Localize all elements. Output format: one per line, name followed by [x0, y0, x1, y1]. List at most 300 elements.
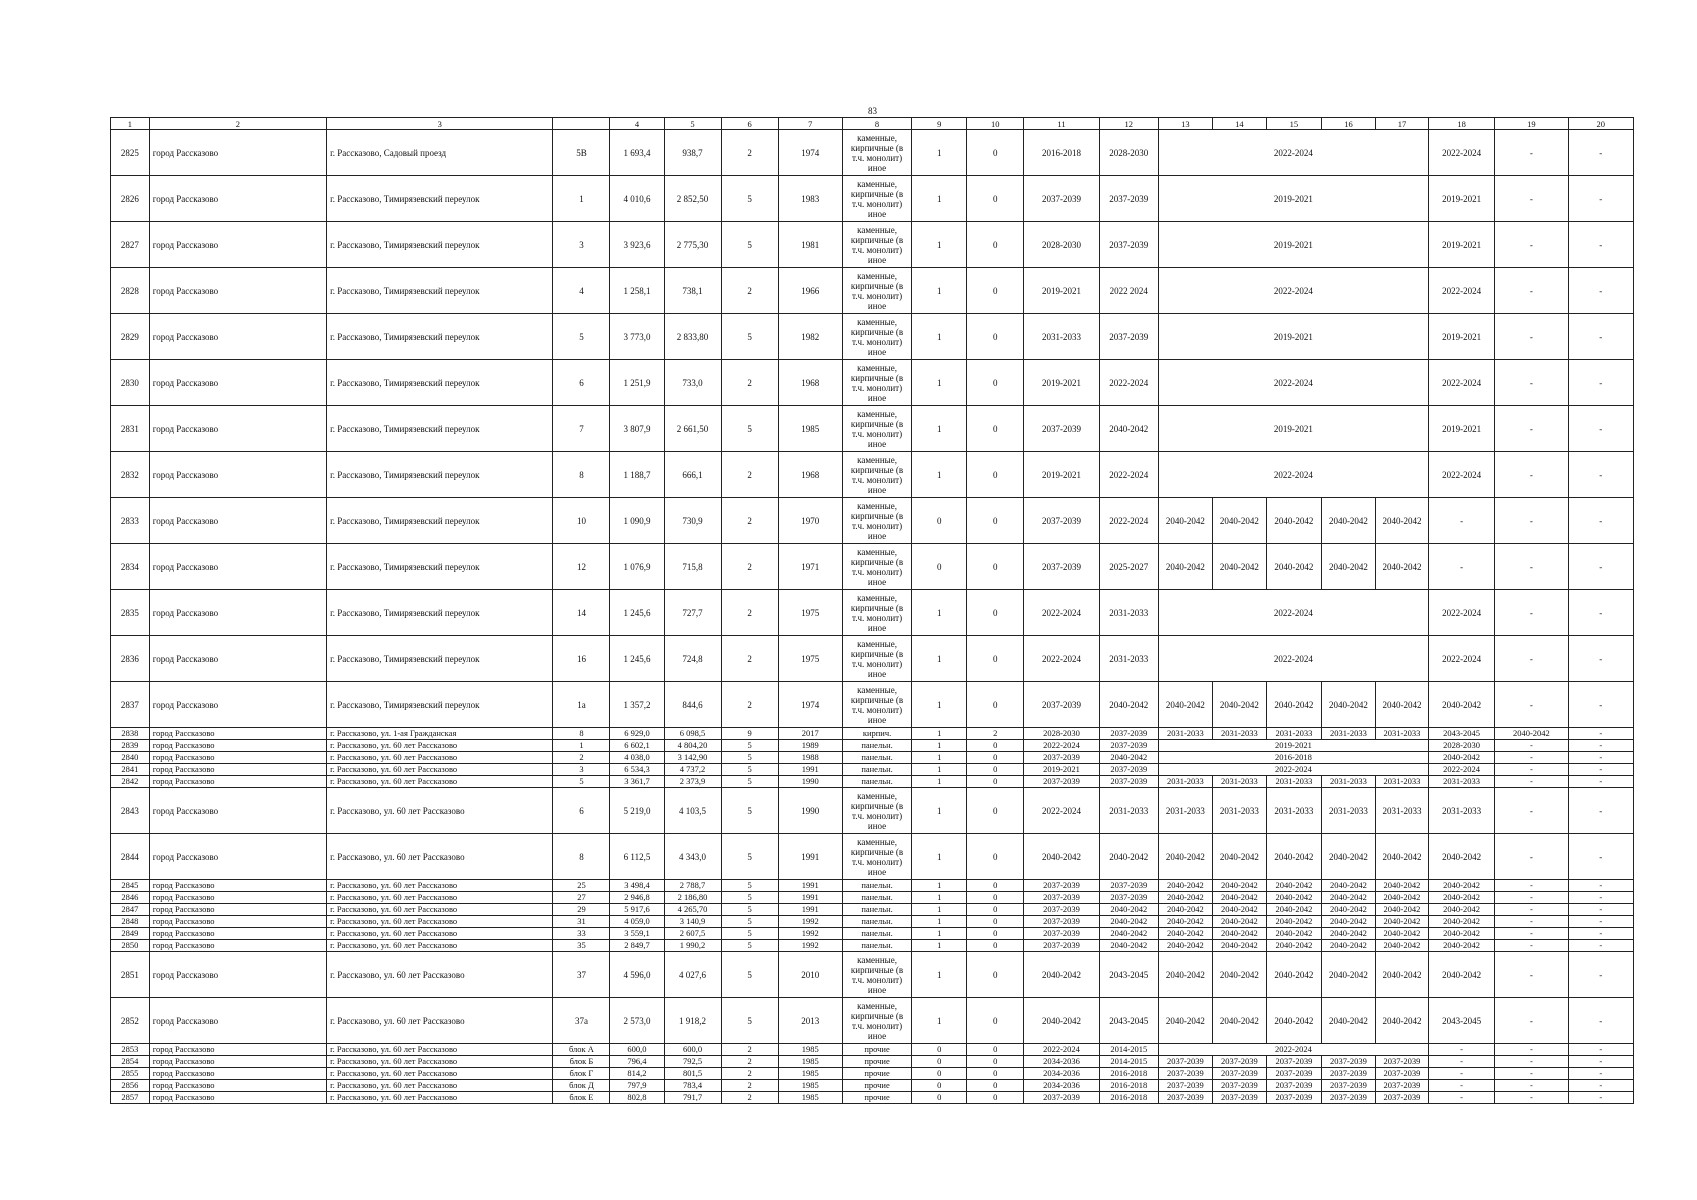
row-number-cell: 2839 [111, 740, 150, 752]
col12-cell: 2040-2042 [1099, 682, 1158, 728]
total-area-cell: 5 219,0 [610, 788, 664, 834]
row-number-cell: 2847 [111, 904, 150, 916]
work-period-cell: 2037-2039 [1158, 1092, 1212, 1104]
address-cell: г. Рассказово, Тимирязевский переулок [327, 176, 553, 222]
living-area-cell: 724,8 [664, 636, 721, 682]
col19-cell: - [1495, 1068, 1568, 1080]
col18-cell: 2019-2021 [1428, 314, 1494, 360]
col10-cell: 0 [967, 892, 1024, 904]
col11-cell: 2022-2024 [1024, 1044, 1099, 1056]
work-period-cell: 2040-2042 [1158, 682, 1212, 728]
col20-cell: - [1568, 314, 1633, 360]
col11-cell: 2031-2033 [1024, 314, 1099, 360]
work-period-cell: 2040-2042 [1266, 892, 1321, 904]
floors-cell: 5 [721, 940, 778, 952]
col18-cell: 2028-2030 [1428, 740, 1494, 752]
col19-cell: - [1495, 916, 1568, 928]
house-number-cell: 3 [553, 222, 610, 268]
address-cell: г. Рассказово, Тимирязевский переулок [327, 360, 553, 406]
address-cell: г. Рассказово, ул. 60 лет Рассказово [327, 1080, 553, 1092]
work-period-cell: 2037-2039 [1375, 1080, 1428, 1092]
year-built-cell: 1991 [778, 880, 842, 892]
wall-material-cell: панельн. [842, 916, 911, 928]
work-period-cell: 2040-2042 [1375, 916, 1428, 928]
col19-cell: - [1495, 834, 1568, 880]
work-period-cell: 2031-2033 [1321, 728, 1375, 740]
col10-cell: 0 [967, 928, 1024, 940]
col12-cell: 2040-2042 [1099, 834, 1158, 880]
col10-cell: 0 [967, 952, 1024, 998]
house-number-cell: 1а [553, 682, 610, 728]
col11-cell: 2028-2030 [1024, 728, 1099, 740]
col11-cell: 2037-2039 [1024, 752, 1099, 764]
living-area-cell: 2 788,7 [664, 880, 721, 892]
col10-cell: 0 [967, 998, 1024, 1044]
row-number-cell: 2845 [111, 880, 150, 892]
work-period-cell: 2040-2042 [1375, 544, 1428, 590]
col10-cell: 0 [967, 764, 1024, 776]
col10-cell: 0 [967, 1068, 1024, 1080]
house-number-cell: 29 [553, 904, 610, 916]
house-number-cell: блок Е [553, 1092, 610, 1104]
table-row [111, 130, 1634, 176]
column-number-cell: 15 [1266, 118, 1321, 130]
col19-cell: - [1495, 222, 1568, 268]
col11-cell: 2037-2039 [1024, 406, 1099, 452]
work-period-cell: 2037-2039 [1266, 1092, 1321, 1104]
column-number-cell: 3 [327, 118, 553, 130]
address-cell: г. Рассказово, ул. 60 лет Рассказово [327, 1056, 553, 1068]
city-cell: город Рассказово [149, 764, 326, 776]
floors-cell: 5 [721, 998, 778, 1044]
city-cell: город Рассказово [149, 788, 326, 834]
col11-cell: 2040-2042 [1024, 834, 1099, 880]
wall-material-cell: панельн. [842, 940, 911, 952]
col18-cell: 2040-2042 [1428, 682, 1494, 728]
total-area-cell: 3 923,6 [610, 222, 664, 268]
col12-cell: 2037-2039 [1099, 892, 1158, 904]
work-period-cell: 2031-2033 [1266, 776, 1321, 788]
col9-cell: 1 [912, 728, 967, 740]
floors-cell: 5 [721, 880, 778, 892]
work-period-cell: 2040-2042 [1321, 952, 1375, 998]
col20-cell: - [1568, 636, 1633, 682]
table-row [111, 764, 1634, 776]
house-number-cell: 5 [553, 314, 610, 360]
col12-cell: 2037-2039 [1099, 740, 1158, 752]
house-number-cell: блок А [553, 1044, 610, 1056]
table-row [111, 788, 1634, 834]
col18-cell: 2022-2024 [1428, 764, 1494, 776]
table-row [111, 1044, 1634, 1056]
work-period-cell: 2037-2039 [1321, 1056, 1375, 1068]
wall-material-cell: каменные, кирпичные (в т.ч. монолит) иное [842, 130, 911, 176]
col9-cell: 0 [912, 544, 967, 590]
address-cell: г. Рассказово, ул. 60 лет Рассказово [327, 928, 553, 940]
work-period-cell: 2031-2033 [1266, 788, 1321, 834]
table-row [111, 740, 1634, 752]
table-row [111, 590, 1634, 636]
column-number-cell: 10 [967, 118, 1024, 130]
floors-cell: 2 [721, 452, 778, 498]
col19-cell: - [1495, 740, 1568, 752]
col20-cell: - [1568, 880, 1633, 892]
work-period-cell: 2031-2033 [1375, 728, 1428, 740]
city-cell: город Рассказово [149, 222, 326, 268]
address-cell: г. Рассказово, Тимирязевский переулок [327, 314, 553, 360]
col9-cell: 1 [912, 740, 967, 752]
house-number-cell: 37 [553, 952, 610, 998]
address-cell: г. Рассказово, ул. 60 лет Рассказово [327, 740, 553, 752]
row-number-cell: 2832 [111, 452, 150, 498]
wall-material-cell: прочие [842, 1080, 911, 1092]
living-area-cell: 2 373,9 [664, 776, 721, 788]
total-area-cell: 2 946,8 [610, 892, 664, 904]
col19-cell: - [1495, 764, 1568, 776]
col12-cell: 2040-2042 [1099, 406, 1158, 452]
wall-material-cell: каменные, кирпичные (в т.ч. монолит) иное [842, 788, 911, 834]
year-built-cell: 1971 [778, 544, 842, 590]
work-period-cell: 2040-2042 [1266, 880, 1321, 892]
work-period-cell: 2040-2042 [1375, 952, 1428, 998]
table-row [111, 880, 1634, 892]
living-area-cell: 801,5 [664, 1068, 721, 1080]
row-number-cell: 2840 [111, 752, 150, 764]
house-number-cell: 6 [553, 788, 610, 834]
col10-cell: 0 [967, 880, 1024, 892]
address-cell: г. Рассказово, ул. 60 лет Рассказово [327, 1068, 553, 1080]
city-cell: город Рассказово [149, 636, 326, 682]
col11-cell: 2037-2039 [1024, 880, 1099, 892]
year-built-cell: 1975 [778, 590, 842, 636]
col11-cell: 2037-2039 [1024, 928, 1099, 940]
house-number-cell: блок Б [553, 1056, 610, 1068]
floors-cell: 2 [721, 636, 778, 682]
row-number-cell: 2848 [111, 916, 150, 928]
col12-cell: 2014-2015 [1099, 1056, 1158, 1068]
year-built-cell: 2010 [778, 952, 842, 998]
work-period-cell: 2040-2042 [1375, 998, 1428, 1044]
col11-cell: 2016-2018 [1024, 130, 1099, 176]
table-row [111, 1080, 1634, 1092]
col19-cell: - [1495, 1044, 1568, 1056]
year-built-cell: 1975 [778, 636, 842, 682]
column-number-cell: 8 [842, 118, 911, 130]
work-period-merged-cell: 2022-2024 [1158, 360, 1428, 406]
work-period-merged-cell: 2019-2021 [1158, 406, 1428, 452]
year-built-cell: 1966 [778, 268, 842, 314]
living-area-cell: 4 265,70 [664, 904, 721, 916]
work-period-cell: 2040-2042 [1212, 544, 1266, 590]
col12-cell: 2037-2039 [1099, 728, 1158, 740]
floors-cell: 5 [721, 314, 778, 360]
work-period-cell: 2040-2042 [1158, 928, 1212, 940]
col10-cell: 0 [967, 752, 1024, 764]
city-cell: город Рассказово [149, 776, 326, 788]
work-period-cell: 2037-2039 [1212, 1080, 1266, 1092]
col18-cell: - [1428, 1056, 1494, 1068]
city-cell: город Рассказово [149, 268, 326, 314]
address-cell: г. Рассказово, Тимирязевский переулок [327, 636, 553, 682]
col20-cell: - [1568, 222, 1633, 268]
wall-material-cell: каменные, кирпичные (в т.ч. монолит) иное [842, 636, 911, 682]
total-area-cell: 3 807,9 [610, 406, 664, 452]
total-area-cell: 796,4 [610, 1056, 664, 1068]
col19-cell: - [1495, 314, 1568, 360]
col11-cell: 2037-2039 [1024, 1092, 1099, 1104]
col20-cell: - [1568, 752, 1633, 764]
col12-cell: 2040-2042 [1099, 940, 1158, 952]
work-period-cell: 2037-2039 [1212, 1056, 1266, 1068]
col11-cell: 2037-2039 [1024, 498, 1099, 544]
col20-cell: - [1568, 788, 1633, 834]
year-built-cell: 1990 [778, 776, 842, 788]
total-area-cell: 4 059,0 [610, 916, 664, 928]
col10-cell: 0 [967, 360, 1024, 406]
row-number-cell: 2856 [111, 1080, 150, 1092]
work-period-cell: 2031-2033 [1321, 776, 1375, 788]
work-period-cell: 2031-2033 [1212, 728, 1266, 740]
living-area-cell: 2 607,5 [664, 928, 721, 940]
year-built-cell: 1988 [778, 752, 842, 764]
city-cell: город Рассказово [149, 740, 326, 752]
col11-cell: 2037-2039 [1024, 776, 1099, 788]
house-number-cell: 7 [553, 406, 610, 452]
work-period-cell: 2040-2042 [1266, 998, 1321, 1044]
year-built-cell: 1985 [778, 1068, 842, 1080]
year-built-cell: 1992 [778, 940, 842, 952]
wall-material-cell: прочие [842, 1056, 911, 1068]
work-period-cell: 2040-2042 [1212, 928, 1266, 940]
work-period-cell: 2040-2042 [1321, 940, 1375, 952]
col12-cell: 2031-2033 [1099, 590, 1158, 636]
row-number-cell: 2853 [111, 1044, 150, 1056]
year-built-cell: 1970 [778, 498, 842, 544]
work-period-cell: 2040-2042 [1266, 952, 1321, 998]
address-cell: г. Рассказово, ул. 60 лет Рассказово [327, 952, 553, 998]
house-number-cell: 5 [553, 776, 610, 788]
col19-cell: - [1495, 360, 1568, 406]
table-row [111, 1068, 1634, 1080]
col12-cell: 2037-2039 [1099, 314, 1158, 360]
column-number-cell: 18 [1428, 118, 1494, 130]
table-row [111, 904, 1634, 916]
work-period-cell: 2040-2042 [1158, 952, 1212, 998]
col18-cell: - [1428, 498, 1494, 544]
work-period-cell: 2037-2039 [1321, 1092, 1375, 1104]
col20-cell: - [1568, 406, 1633, 452]
address-cell: г. Рассказово, ул. 60 лет Рассказово [327, 752, 553, 764]
col10-cell: 0 [967, 1092, 1024, 1104]
work-period-cell: 2037-2039 [1266, 1080, 1321, 1092]
col11-cell: 2034-2036 [1024, 1080, 1099, 1092]
col18-cell: 2022-2024 [1428, 636, 1494, 682]
work-period-cell: 2040-2042 [1321, 998, 1375, 1044]
work-period-cell: 2040-2042 [1375, 928, 1428, 940]
col18-cell: 2022-2024 [1428, 130, 1494, 176]
floors-cell: 5 [721, 176, 778, 222]
total-area-cell: 1 251,9 [610, 360, 664, 406]
row-number-cell: 2844 [111, 834, 150, 880]
city-cell: город Рассказово [149, 1044, 326, 1056]
work-period-cell: 2040-2042 [1158, 904, 1212, 916]
col12-cell: 2022-2024 [1099, 360, 1158, 406]
wall-material-cell: панельн. [842, 928, 911, 940]
work-period-merged-cell: 2019-2021 [1158, 314, 1428, 360]
living-area-cell: 2 661,50 [664, 406, 721, 452]
work-period-merged-cell: 2022-2024 [1158, 452, 1428, 498]
address-cell: г. Рассказово, ул. 60 лет Рассказово [327, 940, 553, 952]
total-area-cell: 3 361,7 [610, 776, 664, 788]
city-cell: город Рассказово [149, 904, 326, 916]
col18-cell: - [1428, 1080, 1494, 1092]
col19-cell: - [1495, 682, 1568, 728]
col18-cell: 2040-2042 [1428, 940, 1494, 952]
table-row [111, 776, 1634, 788]
living-area-cell: 3 140,9 [664, 916, 721, 928]
city-cell: город Рассказово [149, 892, 326, 904]
city-cell: город Рассказово [149, 360, 326, 406]
col18-cell: 2019-2021 [1428, 406, 1494, 452]
city-cell: город Рассказово [149, 590, 326, 636]
col9-cell: 1 [912, 590, 967, 636]
column-number-cell: 4 [610, 118, 664, 130]
work-period-cell: 2037-2039 [1321, 1080, 1375, 1092]
col9-cell: 1 [912, 268, 967, 314]
work-period-cell: 2037-2039 [1212, 1068, 1266, 1080]
address-cell: г. Рассказово, Тимирязевский переулок [327, 452, 553, 498]
row-number-cell: 2849 [111, 928, 150, 940]
year-built-cell: 1991 [778, 904, 842, 916]
row-number-cell: 2842 [111, 776, 150, 788]
col19-cell: 2040-2042 [1495, 728, 1568, 740]
work-period-cell: 2040-2042 [1375, 892, 1428, 904]
col11-cell: 2037-2039 [1024, 892, 1099, 904]
table-row [111, 406, 1634, 452]
row-number-cell: 2854 [111, 1056, 150, 1068]
col20-cell: - [1568, 1044, 1633, 1056]
work-period-cell: 2040-2042 [1321, 916, 1375, 928]
wall-material-cell: панельн. [842, 892, 911, 904]
table-row [111, 636, 1634, 682]
floors-cell: 5 [721, 740, 778, 752]
total-area-cell: 4 010,6 [610, 176, 664, 222]
floors-cell: 5 [721, 928, 778, 940]
housing-register-table [110, 117, 1634, 1104]
living-area-cell: 2 775,30 [664, 222, 721, 268]
col12-cell: 2037-2039 [1099, 880, 1158, 892]
work-period-cell: 2040-2042 [1375, 682, 1428, 728]
wall-material-cell: каменные, кирпичные (в т.ч. монолит) иное [842, 406, 911, 452]
city-cell: город Рассказово [149, 834, 326, 880]
work-period-merged-cell: 2022-2024 [1158, 636, 1428, 682]
col18-cell: 2043-2045 [1428, 998, 1494, 1044]
table-body [111, 118, 1634, 1104]
column-number-cell: 6 [721, 118, 778, 130]
total-area-cell: 4 038,0 [610, 752, 664, 764]
col10-cell: 0 [967, 590, 1024, 636]
work-period-cell: 2040-2042 [1158, 916, 1212, 928]
house-number-cell: 33 [553, 928, 610, 940]
wall-material-cell: панельн. [842, 740, 911, 752]
col20-cell: - [1568, 498, 1633, 544]
table-row [111, 998, 1634, 1044]
col12-cell: 2022-2024 [1099, 498, 1158, 544]
address-cell: г. Рассказово, Тимирязевский переулок [327, 222, 553, 268]
year-built-cell: 1981 [778, 222, 842, 268]
city-cell: город Рассказово [149, 130, 326, 176]
col20-cell: - [1568, 892, 1633, 904]
col9-cell: 0 [912, 1044, 967, 1056]
work-period-cell: 2040-2042 [1158, 544, 1212, 590]
row-number-cell: 2835 [111, 590, 150, 636]
column-number-cell: 20 [1568, 118, 1633, 130]
floors-cell: 2 [721, 1056, 778, 1068]
city-cell: город Рассказово [149, 916, 326, 928]
city-cell: город Рассказово [149, 314, 326, 360]
col12-cell: 2025-2027 [1099, 544, 1158, 590]
row-number-cell: 2855 [111, 1068, 150, 1080]
col19-cell: - [1495, 1056, 1568, 1068]
house-number-cell: 8 [553, 728, 610, 740]
col19-cell: - [1495, 928, 1568, 940]
total-area-cell: 6 534,3 [610, 764, 664, 776]
work-period-merged-cell: 2022-2024 [1158, 590, 1428, 636]
total-area-cell: 6 112,5 [610, 834, 664, 880]
row-number-cell: 2841 [111, 764, 150, 776]
col11-cell: 2019-2021 [1024, 764, 1099, 776]
column-number-cell [553, 118, 610, 130]
work-period-cell: 2040-2042 [1266, 834, 1321, 880]
floors-cell: 5 [721, 752, 778, 764]
col12-cell: 2031-2033 [1099, 636, 1158, 682]
col19-cell: - [1495, 452, 1568, 498]
floors-cell: 9 [721, 728, 778, 740]
work-period-cell: 2031-2033 [1158, 788, 1212, 834]
work-period-cell: 2037-2039 [1158, 1080, 1212, 1092]
col19-cell: - [1495, 776, 1568, 788]
col10-cell: 2 [967, 728, 1024, 740]
col20-cell: - [1568, 130, 1633, 176]
address-cell: г. Рассказово, Тимирязевский переулок [327, 590, 553, 636]
table-row [111, 928, 1634, 940]
col20-cell: - [1568, 904, 1633, 916]
row-number-cell: 2826 [111, 176, 150, 222]
col10-cell: 0 [967, 788, 1024, 834]
work-period-cell: 2037-2039 [1212, 1092, 1266, 1104]
work-period-cell: 2040-2042 [1375, 834, 1428, 880]
col10-cell: 0 [967, 130, 1024, 176]
table-row [111, 222, 1634, 268]
col20-cell: - [1568, 928, 1633, 940]
house-number-cell: 25 [553, 880, 610, 892]
col12-cell: 2040-2042 [1099, 916, 1158, 928]
col19-cell: - [1495, 1080, 1568, 1092]
col12-cell: 2016-2018 [1099, 1068, 1158, 1080]
floors-cell: 5 [721, 764, 778, 776]
living-area-cell: 938,7 [664, 130, 721, 176]
city-cell: город Рассказово [149, 880, 326, 892]
col9-cell: 0 [912, 1056, 967, 1068]
floors-cell: 2 [721, 130, 778, 176]
work-period-cell: 2031-2033 [1158, 776, 1212, 788]
col20-cell: - [1568, 544, 1633, 590]
col12-cell: 2040-2042 [1099, 904, 1158, 916]
col12-cell: 2016-2018 [1099, 1080, 1158, 1092]
col11-cell: 2037-2039 [1024, 916, 1099, 928]
column-number-cell: 13 [1158, 118, 1212, 130]
floors-cell: 2 [721, 682, 778, 728]
